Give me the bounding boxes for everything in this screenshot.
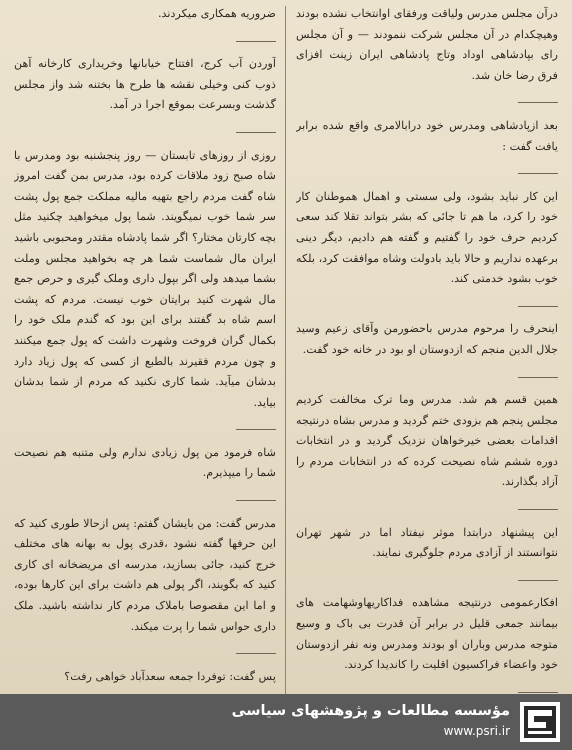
paragraph-separator — [296, 365, 558, 386]
left-paragraph: پس گفت: توفردا جمعه سعدآباد خواهی رفت؟ — [64, 669, 276, 683]
footer-text-block — [232, 700, 510, 740]
institute-website[interactable]: www.psri.ir — [443, 724, 510, 738]
right-paragraph: درآن مجلس مدرس ولیاقت ورفقای اوانتخاب نشده بودند وهیچکدام در آن مجلس شرکت ننمودند — و آن مجلس رای بپادشاهی اوداد وتاج پادشاهی ایران زینت افزای فرق رضا خان شد. — [296, 7, 558, 82]
right-paragraph: اینحرف را مرحوم مدرس باحضورمن وآقای زعیم وسید جلال الدین منجم که ازدوستان او بود در خانه خود گفت. — [296, 322, 558, 356]
left-paragraph: مدرس گفت: من بایشان گفتم: پس ازحالا طوری کنید که این حرفها گفته نشود ،قدری پول به بهانه های مختلف خرج کنید، جائی بسازید، مدرسه ای مریضخانه ای کاری کنید که بگویند، اگر پولی هم داشت برای این کارها بوده، و اما این مقصوصا باملاک مردم کار نداشته باشید. ملک داری حواس شما را پرت میکند. — [14, 516, 276, 633]
paragraph-separator — [14, 417, 276, 438]
paragraph-separator — [14, 29, 276, 50]
paragraph-separator — [14, 120, 276, 141]
paragraph-separator — [296, 161, 558, 182]
column-divider — [285, 6, 286, 696]
right-paragraph: افکارعمومی درنتیجه مشاهده فداکاریهاوشهامت های بیمانند جمعی قلیل در برابر آن قدرت بی باک و وسیع متوجه مدرس وباران او بودند ومدرس ونه نفر ازدوستان خود واعضاء فراکسیون اقلیت را کاندیدا کردند. — [296, 596, 558, 672]
paragraph-separator — [296, 294, 558, 315]
right-paragraph: این پیشنهاد درابتدا موثر نیفتاد اما در شهر تهران نتوانستند از آزادی مردم جلوگیری نمایند. — [296, 525, 558, 560]
paragraph-separator — [14, 488, 276, 509]
paragraph-separator — [296, 568, 558, 589]
right-paragraph: همین قسم هم شد. مدرس وما ترک مخالفت کردیم مجلس پنجم هم بزودی ختم گردید و مدرس بشاه درنتیجه اقدامات بعضی خیرخواهان نزدیک گردید و در انتخابات دوره ششم شاه نصیحت کرده که در انتخابات مردم را آزاد بگذارند. — [296, 393, 558, 489]
left-text-column — [14, 4, 276, 696]
left-paragraph: آوردن آب کرج، افتتاح خیابانها وخریداری کارخانه آهن ذوب کنی وخیلی نقشه ها طرح ها بختنه شد واز مجلس گذشت وبسرعت بموقع اجرا در آمد. — [14, 57, 276, 112]
right-paragraph: این کار نباید بشود، ولی سستی و اهمال هموطنان کار خود را کرد، ما هم تا جائی که بشر بتواند تقلا کند سعی کردیم حرف خود را گفتیم و گفته هم دادیم، دیگر دینی برعهده نداریم و حالا باید بادولت وشاه موافقت کرد، بلکه خوب بشود خدمتی کند. — [296, 189, 558, 286]
institute-logo-icon — [520, 702, 560, 742]
institute-name: مؤسسه مطالعات و پژوهشهای سیاسی — [231, 703, 510, 719]
right-text-column — [296, 4, 558, 696]
left-paragraph: شاه فرمود من پول زیادی ندارم ولی متنبه هم نصیحت شما را میپذیرم. — [14, 445, 276, 480]
paragraph-separator — [14, 641, 276, 662]
paragraph-separator — [296, 497, 558, 518]
institute-footer-bar — [0, 694, 572, 750]
left-paragraph: روزی از روزهای تابستان — روز پنجشنبه بود ومدرس با شاه صبح زود ملاقات کرده بود، مدرس بمن گفت امروز شاه گفت مردم راجع بتهیه مالیه مملکت جمع پول پشت سر شما خوب نمیگویند. شما پول میخواهید چکنید مثل بچه کارتان مختار؟ اگر شما پادشاه مقتدر ومحبوبی باشید ایران مال شماست شما هر چه بخواهید مجلس وملت بشما میدهد ولی اگر بپول داری وملک گیری و حرص جمع مال شهرت کنید برایتان خوب نیست. مردم که پشت اسم شاه بد گفتند برای این بود که گندم ملک خود را بکمال گران فروخت وشهرت داشت که پول جمع میکنند و چون مردم فقیرند بالطبع از کسی که پول زیاد دارد بدشان میآید. شما کاری نکنید که مردم از شما بدشان بیاید. — [14, 148, 276, 409]
paragraph-separator — [296, 90, 558, 111]
left-paragraph: ضروریه همکاری میکردند. — [157, 7, 276, 20]
right-paragraph: بعد ازپادشاهی ومدرس خود درابالامری واقع شده برابر یافت گفت : — [296, 118, 558, 153]
